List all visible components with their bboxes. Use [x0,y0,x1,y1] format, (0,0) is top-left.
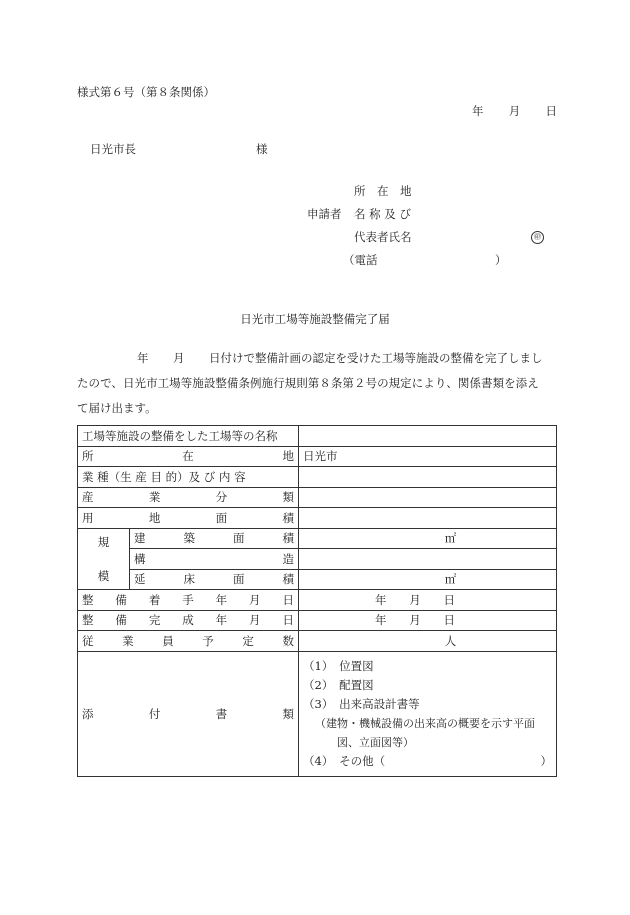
label-char: 書 [215,706,228,721]
date-year-label: 年 [375,592,387,607]
label-char: 積 [282,510,294,525]
form-number: 様式第６号（第８条関係） [77,85,215,99]
location-value[interactable]: 日光市 [299,446,557,467]
applicant-role: 申請者 [307,207,342,221]
label-char: 従 [82,633,94,648]
label-char: 分 [215,490,228,505]
tel-open: （電話 [343,253,378,267]
facility-name-value[interactable] [299,426,557,447]
label-char: 建 [134,531,146,546]
attachment-item-location: （1） 位置図 [303,658,374,673]
structure-label [130,549,299,570]
label-char: 延 [134,572,146,587]
table-row [78,467,557,488]
table-row [78,446,557,467]
structure-value[interactable] [299,549,557,570]
body-year: 年 [137,351,149,365]
floor-area-value[interactable] [299,569,557,590]
date-month-label: 月 [409,592,421,607]
scale-label-bottom: 模 [97,568,110,583]
complete-date-label [78,610,299,631]
label-char: 業 [122,633,134,648]
tel-close: ） [495,253,507,267]
unit-people: 人 [444,633,457,648]
body-month: 月 [173,351,185,365]
table-row [78,426,557,447]
label-char: 構 [134,551,146,566]
sector-label [78,487,299,508]
label-char: 面 [215,510,228,525]
date-year-label: 年 [375,613,387,628]
table-row [78,569,557,590]
industry-value[interactable] [299,467,557,488]
body-line2: たので、日光市工場等施設整備条例施行規則第８条第２号の規定により、関係書類を添え [77,376,539,390]
table-row [78,590,557,611]
table-row [78,610,557,631]
date-month-label: 月 [409,613,421,628]
label-char: 完 [148,613,161,628]
date-day-label: 日 [545,104,557,118]
attachment-note-line1: （建物・機械設備の出来高の概要を示す平面 [315,716,535,730]
representative-label: 代表者氏名 [354,230,412,244]
start-date-label [78,590,299,611]
attachments-label [78,651,299,776]
attachment-item-other [303,752,552,771]
label-char: 類 [282,490,294,505]
location-label [78,446,299,467]
table-row [78,651,557,776]
addressee-honorific: 様 [256,142,268,156]
label-char: 定 [242,633,254,648]
label-char: 地 [148,510,161,525]
scale-label-top: 規 [97,534,110,549]
label-char: 築 [183,531,195,546]
label-char: 予 [202,633,214,648]
attachment-other-label: （4） その他（ [303,753,386,768]
attachment-item-progress: （3） 出来高設計書等 [303,696,420,711]
table-row [78,508,557,529]
employees-value[interactable] [299,631,557,652]
date-line [472,103,557,119]
label-char: 面 [233,572,245,587]
label-char: 数 [282,633,294,648]
seal-icon: ㊞ [531,231,544,244]
seal-mark [531,228,544,244]
label-char: 月 [249,592,261,607]
label-char: 積 [282,531,294,546]
table-row [78,487,557,508]
label-char: 積 [282,572,294,587]
land-area-value[interactable] [299,508,557,529]
land-area-label [78,508,299,529]
completion-form-table [77,425,557,777]
label-char: 日 [282,613,294,628]
table-row [78,631,557,652]
label-char: 付 [148,706,161,721]
scale-label [78,528,130,590]
label-char: 手 [182,592,194,607]
label-char: 業 [148,490,161,505]
label-char: 成 [182,613,194,628]
name-label: 名 称 及 び [354,207,411,221]
label-char: 整 [82,592,94,607]
building-area-label [130,528,299,549]
label-char: 年 [215,592,228,607]
label-char: 在 [182,449,194,464]
label-char: 員 [162,633,174,648]
body-line3: て届け出ます。 [77,401,157,415]
table-row [78,549,557,570]
employees-label [78,631,299,652]
label-char: 添 [82,706,94,721]
document-title: 日光市工場等施設整備完了届 [240,312,390,326]
label-char: 用 [82,510,94,525]
label-char: 着 [148,592,161,607]
label-char: 整 [82,613,94,628]
facility-name-label: 工場等施設の整備をした工場等の名称 [78,426,299,447]
unit-sqm: ㎡ [444,531,457,546]
date-day-label: 日 [443,613,455,628]
label-char: 産 [82,490,94,505]
label-char: 造 [282,551,294,566]
label-char: 面 [233,531,245,546]
label-char: 備 [115,613,127,628]
complete-date-value[interactable] [299,610,557,631]
address-label: 所 在 地 [354,184,412,198]
date-month-label: 月 [508,104,521,118]
label-char: 年 [215,613,228,628]
sector-value[interactable] [299,487,557,508]
addressee-name: 日光市長 [90,142,136,156]
label-char: 類 [282,706,294,721]
label-char: 所 [82,449,94,464]
attachment-item-layout: （2） 配置図 [303,677,374,692]
floor-area-label [130,569,299,590]
table-row [78,528,557,549]
date-year-label: 年 [472,104,484,118]
label-char: 備 [115,592,127,607]
label-char: 日 [282,592,294,607]
date-day-label: 日 [443,592,455,607]
label-char: 地 [282,449,294,464]
start-date-value[interactable] [299,590,557,611]
building-area-value[interactable] [299,528,557,549]
attachment-note-line2: 図、立面図等） [337,735,414,749]
industry-label: 業 種（生 産 目 的）及 び 内 容 [78,467,299,488]
unit-sqm: ㎡ [444,572,457,587]
label-char: 月 [249,613,261,628]
attachment-other-close: ） [540,753,552,768]
attachments-list [299,651,557,776]
body-line1: 日付けで整備計画の認定を受けた工場等施設の整備を完了しまし [209,351,543,365]
label-char: 床 [183,572,195,587]
